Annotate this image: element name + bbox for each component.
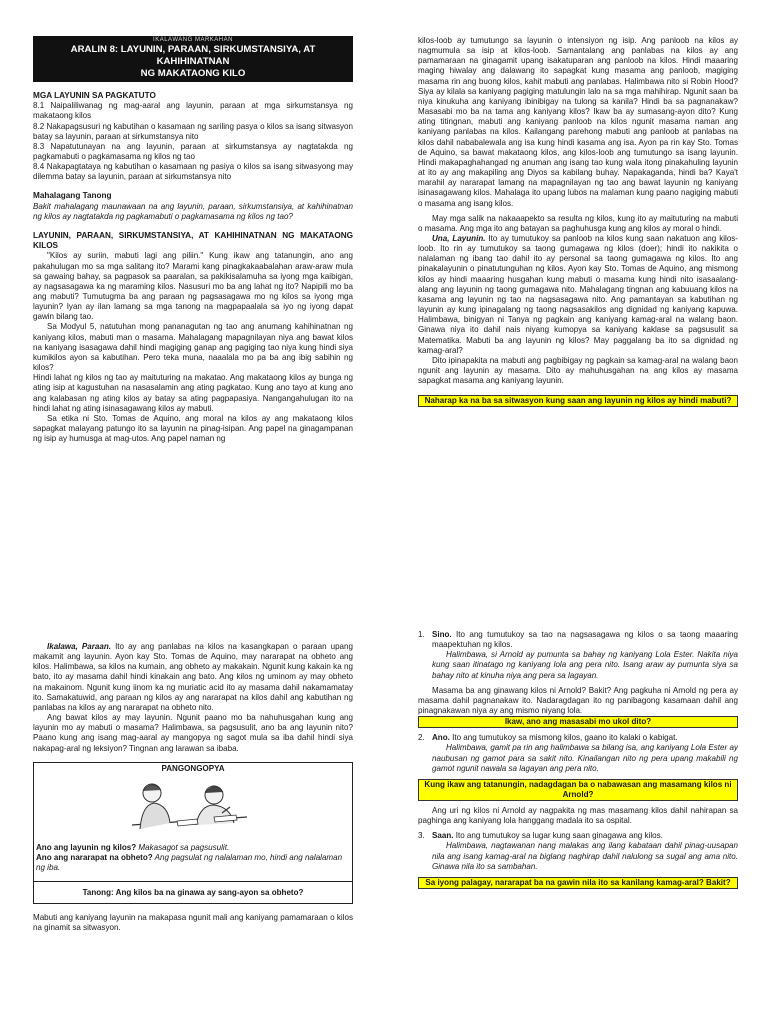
layunin-text: Ito ay tumutukoy sa panloob na kilos kung saan nakatuon ang kilos-loob. Ito rin ay tumutukoy sa taong gumagawa ng kilos (doer); hindi ito nakikita o nalalaman ng ibang tao dahil ito ay personal sa taong gumagawa ng kilos. Ito ang pinakalayunin o pinatutunguhan ng kilos. Ayon kay Sto. Tomas de Aquino, ang mismong kilos ay hindi maaaring husgahan kung mabuti o masama kung hindi nito isasaalang-alang ang layunin ng taong gumagawa nito. Mahalagang tingnan ang kabuuang kilos na kasama ang layunin ng tao na nagsasagawa nito. Ang pamantayan sa kabutihan ng layunin ay kung ipinagalang ng taong nagsasakilos ang dignidad ng kaniyang kapuwa. Halimbawa, binigyan ni Tanya ng pagkain ang kaniyang kamag-aral na walang baon. Ginawa niya ito dahil nais niyang kumopya sa kaniyang kaklase sa pagsusulit sa Matematika. Mabuti ba ang layunin ng kilos? May paggalang ba ito sa dignidad ng kamag-aral?: [418, 233, 738, 355]
list-item-text: [432, 733, 738, 743]
box-question-obheto: [36, 853, 350, 873]
paraan-text: Ito ay ang panlabas na kilos na kasangkapan o paraan upang makamit ang layunin. Ayon kay Sto. Tomas de Aquino, may nararapat na obheto ang kilos. Halimbawa, sa kilos na kumain, ang obheto ay makakain. Ngunit kung kakain ka ng bato, ito ay masama dahil hindi kinakain ang bato. Ang kilos ng uminom ay may obheto na makainom. Ngunit kung iinom ka ng muriatic acid ito ay masama dahil nakamamatay ito. Samakatuwid, ang paraan ng kilos ay ang nararapat na kilos dahil ang kabutihan ng panlabas na kilos ay ang nararapat na obheto nito.: [33, 642, 353, 712]
box-question-label: Ano ang layunin ng kilos?: [36, 842, 137, 852]
highlight-question-box: [418, 877, 738, 889]
list-number: 2.: [418, 733, 425, 743]
layunin-label: Una, Layunin.: [432, 233, 486, 243]
list-item-text: [432, 831, 738, 841]
students-copying-illustration: [122, 777, 252, 839]
box-tanong: Tanong: Ang kilos ba na ginawa ay sang-ayon sa obheto?: [34, 881, 352, 903]
highlight-question-box: [418, 779, 738, 801]
left-column: [33, 0, 353, 512]
right-column: [418, 512, 738, 1024]
list-item-desc: Ito ang tumutukoy sa mismong kilos, gaano ito kalaki o kabigat.: [449, 733, 678, 743]
list-item-desc: Ito ang tumutukoy sa tao na nagsasagawa ng kilos o sa taong maaaring maapektuhan ng kilos.: [432, 630, 738, 650]
paraan-paragraph: [33, 642, 353, 713]
body-paragraph: Ang bawat kilos ay may layunin. Ngunit paano mo ba nahuhusgahan kung ang layunin mo ay mabuti o masama? Halimbawa, sa pagsusulit, ano ba ang layunin nito? Paano kung ang isang mag-aaral ay mangopya ng sagot mula sa iba dahil hindi siya nakapag-aral ng leksiyon? Tingnan ang larawan sa ibaba.: [33, 713, 353, 753]
list-item-label: Ano.: [432, 733, 450, 743]
objective-item: 8.1 Naipaliliwanag ng mag-aaral ang layunin, paraan at mga sirkumstansya ng makataong kilos: [33, 101, 353, 121]
body-paragraph: Sa etika ni Sto. Tomas de Aquino, ang moral na kilos ay ang makataong kilos sapagkat malayang patungo ito sa layunin na pinag-isipan. Ang papel na ginagampanan ng isip ay humusga at mag-utos. Ang papel naman ng: [33, 413, 353, 444]
body-paragraph: kilos-loob ay tumutungo sa layunin o intensiyon ng isip. Ang panloob na kilos ay nagmumula sa isip at kilos-loob. Samantalang ang panlabas na kilos ay ang pamamaraan na ginagamit upang isakatuparan ang panloob na kilos. Hindi maaaring maging hiwalay ang dalawang ito sapagkat kung masama ang panloob, magiging masama rin ang buong kilos, kahit mabuti ang panlabas. Halimbawa nito si Robin Hood? Siya ay kilala sa kaniyang pagiging matulungin lalo na sa mga mahihirap. Ngunit saan ba niya kinukuha ang kaniyang ibinibigay na tulong sa kanila? Hindi ba sa pagnanakaw? Masasabi mo ba na tama ang kaniyang kilos? Ikaw ba ay sumasang-ayon dito? Kung ating titingnan, mabuti ang kaniyang panloob na kilos ngunit masama naman ang kaniyang panlabas na kilos. Kailangang parehong mabuti ang panloob at panlabas na kilos dahil nababalewala ang isa kung hindi kasama ang isa. Ayon pa rin kay Sto. Tomas de Aquino, sa bawat makataong kilos, ang kilos-loob ang tumutungo sa isang layunin. Hindi makapaghahangad ng anuman ang isang tao kung wala itong pinakahuling layunin at ito ay ang makapiling ang Diyos sa kabilang buhay. Napakaganda, hindi ba? Kaya't marahil ay nararapat lamang na mapagnilayan ng tao ang bawat layunin ng kaniyang isinasagawang kilos. Mahalaga ito upang lubos na malaman kung paano nagiging mabuti o masama ang isang kilos.: [418, 36, 738, 208]
section-heading: LAYUNIN, PARAAN, SIRKUMSTANSIYA, AT KAHIHINATNAN NG MAKATAONG KILOS: [33, 230, 353, 251]
list-number: 3.: [418, 831, 425, 841]
body-paragraph: Ang uri ng kilos ni Arnold ay nagpakita ng mas masamang kilos dahil nahirapan sa paghinga ang kaniyang lola hanggang madala ito sa ospital.: [418, 805, 738, 826]
list-item-example: Halimbawa, nagtawanan nang malakas ang ilang kabataan dahil pinag-uusapan nila ang isang kamag-aral na biglang naghirap dahil nalulong sa sugal ang ama nito. Ginawa nila ito sa sambahan.: [432, 841, 738, 871]
objective-item: 8.3 Napatutunayan na ang layunin, paraan at sirkumstansya ay nagtatakda ng pagkamabuti o pagkamasama ng kilos ng tao: [33, 141, 353, 161]
body-paragraph: Mabuti ang kaniyang layunin na makapasa ngunit mali ang kaniyang pamamaraan o kilos na ginamit sa sitwasyon.: [33, 913, 353, 933]
body-paragraph: Hindi lahat ng kilos ng tao ay maituturing na makatao. Ang makataong kilos ay bunga ng ating isip at kagustuhan na nasasalamin ang ating pagkatao. Kung ano tayo at kung ano ang kalabasan ng ating kilos ay batay sa ating pagpapasiya. Nangangahulugan ito na hindi lahat ng ating isinasagawang kilos ay mabuti.: [33, 373, 353, 413]
box-question-label: Ano ang nararapat na obheto?: [36, 852, 153, 862]
objective-item: 8.2 Nakapagsusuri ng kabutihan o kasamaan ng sariling pasya o kilos sa isang sitwasyon batay sa layunin, paraan at sirkumstansya nito: [33, 121, 353, 141]
highlight-question-box: [418, 395, 738, 407]
list-item-example: Halimbawa, gamit pa rin ang halimbawa sa bilang isa, ang kaniyang Lola Ester ay naubusan ng gamot para sa sakit nito. Kinailangan nito ng pera upang makabili ng gamot ngunit nawala sa lagayan ang pera nito.: [432, 743, 738, 773]
layunin-paragraph: [418, 234, 738, 356]
lesson-title: ARALIN 8: LAYUNIN, PARAAN, SIRKUMSTANSIYA, AT KAHIHINATNAN: [70, 44, 316, 67]
body-paragraph: Dito ipinapakita na mabuti ang pagbibigay ng pagkain sa kamag-aral na walang baon ngunit ang layunin ay masama. Dito ay mahuhusgahan na ang kilos ay masama sapagkat masama ang kaniyang layunin.: [418, 355, 738, 386]
body-paragraph: Masama ba ang ginawang kilos ni Arnold? Bakit? Ang pagkuha ni Arnold ng pera ay masama dahil pagnanakaw ito. Nadaragdagan ito ng panibagong kasamaan dahil ang pinagnakawan niya ay ang mismo niyang lola.: [418, 685, 738, 716]
body-paragraph: Sa Modyul 5, natutuhan mong pananagutan ng tao ang anumang kahihinatnan ng kaniyang kilos, mabuti man o masama. Mahalagang mapagnilayan niya ang bawat kilos na kaniyang isasagawa dahil hindi magiging ganap ang pagiging tao niya kung hindi siya kumikilos ayon sa kabutihan. Pero teka muna, naaalala mo pa ba ang ibig sabihin ng kilos?: [33, 322, 353, 373]
box-title: PANGONGOPYA: [161, 763, 225, 773]
lesson-title-line2: NG MAKATAONG KILO: [140, 68, 246, 79]
list-item-saan: [418, 831, 738, 872]
highlight-question: Sa iyong palagay, nararapat ba na gawin nila ito sa kanilang kamag-aral? Bakit?: [425, 877, 731, 887]
highlight-question: Ikaw, ano ang masasabi mo ukol dito?: [504, 717, 652, 727]
pangongopya-box: [33, 762, 353, 904]
objective-item: 8.4 Nakapagtataya ng kabutihan o kasamaan ng pasiya o kilos sa isang sitwasyong may dilemma batay sa layunin, paraan at sirkumstansya nito: [33, 162, 353, 182]
paraan-label: Ikalawa, Paraan.: [47, 642, 112, 651]
highlight-question: Naharap ka na ba sa sitwasyon kung saan ang layunin ng kilos ay hindi mabuti?: [424, 396, 732, 406]
list-item-ano: [418, 733, 738, 774]
box-question-layunin: [36, 843, 350, 853]
body-paragraph: May mga salik na nakaaapekto sa resulta ng kilos, kung ito ay maituturing na mabuti o masama. Ang mga ito ang batayan sa paghuhusga kung ang kilos ay moral o hindi.: [418, 213, 738, 233]
list-item-example: Halimbawa, si Arnold ay pumunta sa bahay ng kaniyang Lola Ester. Nakita niya kung saan itinatago ng kaniyang lola ang pera nito. Isang araw ay pumunta siya sa bahay nito at kinuha niya ang pera sa lagayan.: [432, 650, 738, 680]
list-number: 1.: [418, 630, 425, 639]
document-page-bottom: [0, 512, 768, 1024]
box-answer: Ang pagsulat ng nalalaman mo, hindi ang nalalaman ng iba.: [36, 852, 343, 873]
list-item-text: [432, 630, 738, 650]
quarter-label: IKALAWANG MARKAHAN: [153, 37, 233, 43]
list-item-desc: Ito ang tumutukoy sa lugar kung saan ginagawa ang kilos.: [453, 831, 663, 841]
right-column: [418, 0, 738, 512]
list-item-label: Sino.: [432, 630, 452, 639]
left-column: [33, 512, 353, 1024]
lesson-title-bar: [33, 36, 353, 82]
body-paragraph: "Kilos ay suriin, mabuti lagi ang piliin." Kung ikaw ang tatanungin, ano ang pakahulugan mo sa mga salitang ito? Marami kang pinagkakaabalahan araw-araw mula sa gawaing bahay, sa pagpasok sa paaralan, sa pakikisalamuha sa iyong mga kaibigan, ay nagsasagawa ka ng maraming kilos. Nasusuri mo ba ang lahat ng ito? Napipili mo ba ang mabuti? Tumutugma ba ang paraan ng pagsasagawa mo ng kilos sa iyong mga layunin? Iyan ay ilan lamang sa mga tanong na magpapaalala sa iyo ng iyong dapat gawin bilang tao.: [33, 251, 353, 322]
essential-question-text: Bakit mahalagang maunawaan na ang layunin, paraan, sirkumstansiya, at kahihinatnan ng kilos ay nagtatakda ng pagkamabuti o pagkamasama ng kilos ng tao?: [33, 201, 353, 221]
objectives-heading: MGA LAYUNIN SA PAGKATUTO: [33, 91, 156, 100]
highlight-question: Kung ikaw ang tatanungin, nadagdagan ba o nabawasan ang masamang kilos ni Arnold?: [424, 779, 732, 799]
list-item-sino: [418, 630, 738, 681]
list-item-label: Saan.: [432, 831, 454, 841]
essential-question-heading: Mahalagang Tanong: [33, 191, 112, 201]
highlight-question-box: [418, 716, 738, 728]
box-answer: Makasagot sa pagsusulit.: [136, 842, 230, 852]
